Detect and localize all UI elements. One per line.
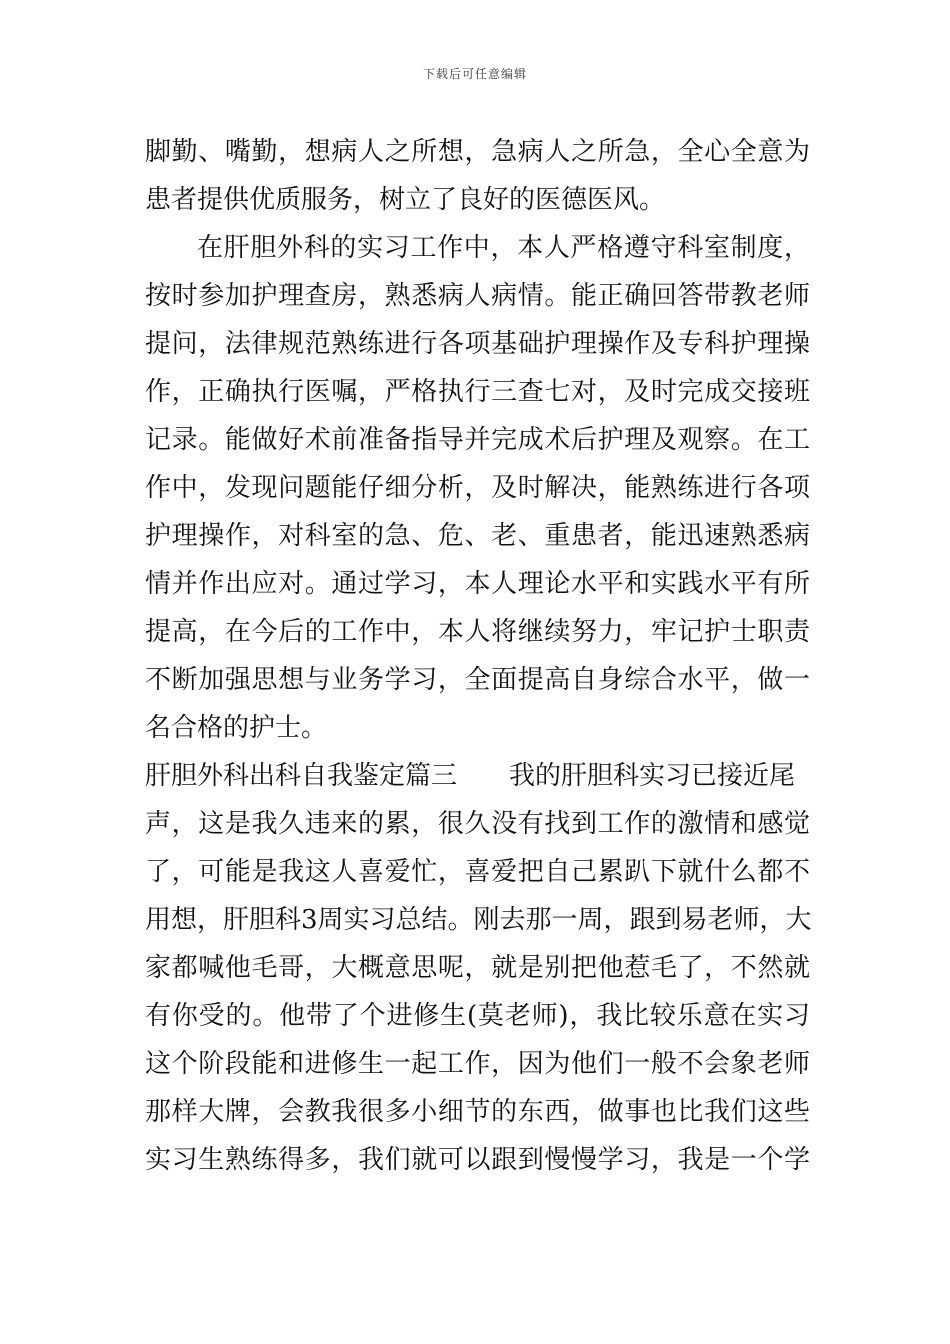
document-body: [145, 128, 810, 1184]
text-line: 在肝胆外科的实习工作中，本人严格遵守科室制度，: [197, 233, 810, 263]
text-line: 提高，在今后的工作中，本人将继续努力，牢记护士职责: [145, 617, 810, 647]
text-line: 名合格的护士。: [145, 713, 328, 743]
text-line: 有你受的。他带了个进修生(莫老师)，我比较乐意在实习: [145, 1001, 810, 1031]
text-line: 作中，发现问题能仔细分析，及时解决，能熟练进行各项: [145, 473, 810, 503]
section-title: 肝胆外科出科自我鉴定篇三: [145, 761, 458, 791]
text-line: 情并作出应对。通过学习，本人理论水平和实践水平有所: [145, 569, 810, 599]
section-title-line: [145, 752, 810, 800]
text-line: 用想，肝胆科3周实习总结。刚去那一周，跟到易老师，大: [145, 905, 812, 935]
text-line: 了，可能是我这人喜爱忙，喜爱把自己累趴下就什么都不: [145, 857, 810, 887]
text-line: 作，正确执行医嘱，严格执行三查七对，及时完成交接班: [145, 377, 810, 407]
page-header: 下载后可任意编辑: [422, 67, 527, 81]
text-line: 按时参加护理查房，熟悉病人病情。能正确回答带教老师: [145, 281, 810, 311]
text-line: 这个阶段能和进修生一起工作，因为他们一般不会象老师: [145, 1049, 810, 1079]
section-text: 我的肝胆科实习已接近尾: [509, 761, 796, 791]
text-line: 脚勤、嘴勤，想病人之所想，急病人之所急，全心全意为: [145, 137, 810, 167]
text-line: 不断加强思想与业务学习，全面提高自身综合水平，做一: [145, 665, 810, 695]
text-line: 声，这是我久违来的累，很久没有找到工作的激情和感觉: [145, 809, 810, 839]
text-line: 患者提供优质服务，树立了良好的医德医风。: [145, 185, 666, 215]
text-line: 护理操作，对科室的急、危、老、重患者，能迅速熟悉病: [145, 521, 810, 551]
text-line: 提问，法律规范熟练进行各项基础护理操作及专科护理操: [145, 329, 810, 359]
text-line: 记录。能做好术前准备指导并完成术后护理及观察。在工: [145, 425, 810, 455]
text-line: 实习生熟练得多，我们就可以跟到慢慢学习，我是一个学: [145, 1145, 810, 1175]
text-line: 家都喊他毛哥，大概意思呢，就是别把他惹毛了，不然就: [145, 953, 810, 983]
text-line: 那样大牌，会教我很多小细节的东西，做事也比我们这些: [145, 1097, 810, 1127]
